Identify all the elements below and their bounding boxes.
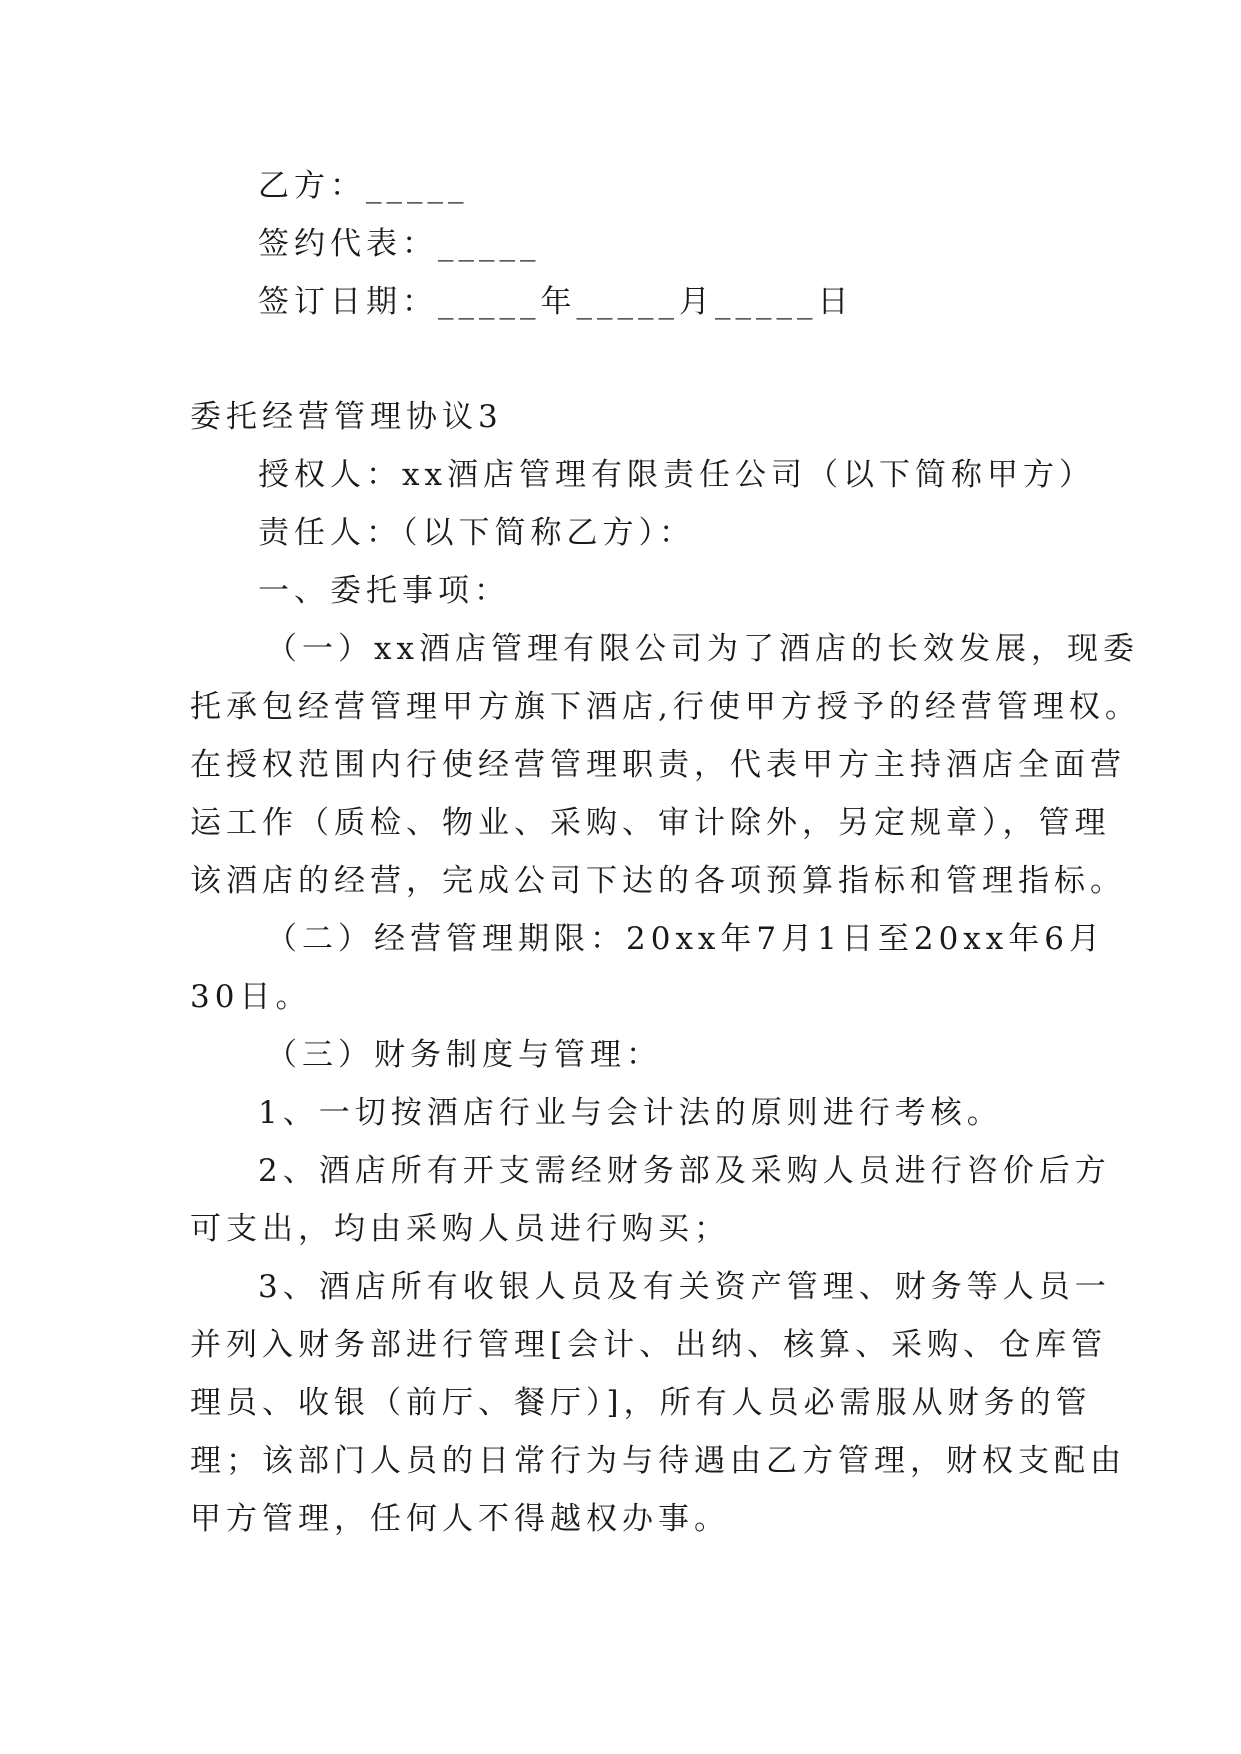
section-title: 委托经营管理协议3 — [190, 399, 503, 435]
paragraph-line: （二）经营管理期限：20xx年7月1日至20xx年6月 — [266, 921, 1105, 957]
finance-heading: （三）财务制度与管理： — [266, 1037, 662, 1073]
list-item-3-cont: 理员、收银（前厅、餐厅）]，所有人员必需服从财务的管 — [190, 1385, 1092, 1421]
grantor-line: 授权人：xx酒店管理有限责任公司（以下简称甲方） — [258, 457, 1095, 493]
paragraph-line: 30日。 — [190, 979, 312, 1015]
heading-entrusted-matters: 一、委托事项： — [258, 573, 510, 609]
list-item-3-cont: 理；该部门人员的日常行为与待遇由乙方管理，财权支配由 — [190, 1443, 1126, 1479]
list-item-1: 1、一切按酒店行业与会计法的原则进行考核。 — [258, 1095, 1003, 1131]
paragraph-line: （一）xx酒店管理有限公司为了酒店的长效发展，现委 — [266, 631, 1139, 667]
list-item-2-cont: 可支出，均由采购人员进行购买； — [190, 1211, 730, 1247]
responsible-line: 责任人：（以下简称乙方）： — [258, 515, 695, 551]
sign-date-line: 签订日期：_____年_____月_____日 — [258, 284, 854, 320]
list-item-2: 2、酒店所有开支需经财务部及采购人员进行咨价后方 — [258, 1153, 1111, 1189]
paragraph-line: 该酒店的经营，完成公司下达的各项预算指标和管理指标。 — [190, 863, 1126, 899]
paragraph-line: 在授权范围内行使经营管理职责，代表甲方主持酒店全面营 — [190, 747, 1126, 783]
representative-line: 签约代表：_____ — [258, 226, 541, 262]
paragraph-line: 运工作（质检、物业、采购、审计除外，另定规章），管理 — [190, 805, 1111, 841]
list-item-3: 3、酒店所有收银人员及有关资产管理、财务等人员一 — [258, 1269, 1111, 1305]
party-b-line: 乙方：_____ — [258, 168, 469, 204]
paragraph-line: 托承包经营管理甲方旗下酒店,行使甲方授予的经营管理权。 — [190, 689, 1141, 725]
list-item-3-cont: 并列入财务部进行管理[会计、出纳、核算、采购、仓库管 — [190, 1327, 1108, 1363]
list-item-3-cont: 甲方管理，任何人不得越权办事。 — [190, 1501, 730, 1537]
